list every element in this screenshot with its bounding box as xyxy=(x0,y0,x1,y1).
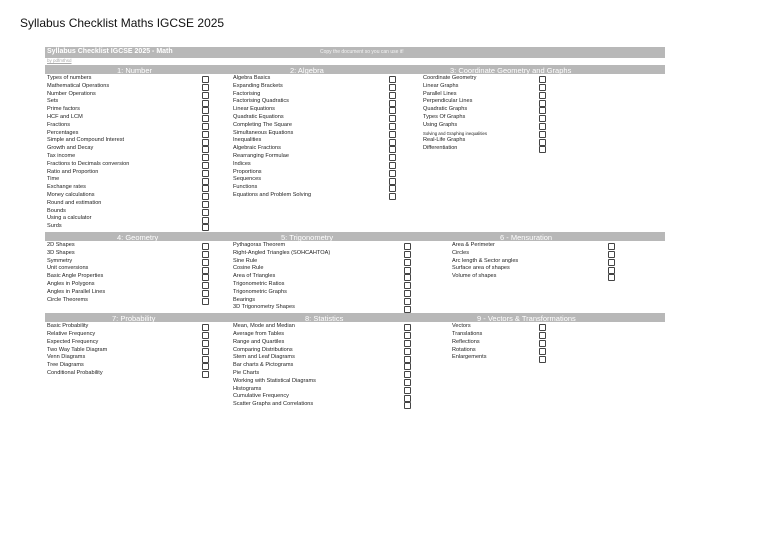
topic-item xyxy=(47,106,210,114)
topic-label: Expanding Brackets xyxy=(233,82,283,89)
topic-item xyxy=(47,370,210,378)
topic-label: Area of Triangles xyxy=(233,273,276,280)
topic-item xyxy=(47,169,210,177)
topic-item xyxy=(423,130,547,138)
topic-item xyxy=(47,273,210,281)
topic-label: Parallel Lines xyxy=(423,90,457,97)
topic-label: Angles in Polygons xyxy=(47,280,95,287)
section-heading: 8: Statistics xyxy=(305,313,344,323)
topic-item xyxy=(47,297,210,305)
topic-label: Reflections xyxy=(452,338,480,345)
topic-label: Algebra Basics xyxy=(233,75,271,81)
topic-item xyxy=(233,114,397,122)
topic-label: Trigonometric Graphs xyxy=(233,288,287,295)
topic-label: Translations xyxy=(452,330,483,337)
topic-label: Linear Equations xyxy=(233,106,275,113)
topic-item xyxy=(47,161,210,169)
topic-item xyxy=(233,161,397,169)
topic-label: Two Way Table Diagram xyxy=(47,346,108,353)
topic-checkbox[interactable] xyxy=(539,356,546,363)
topic-label: Scatter Graphs and Correlations xyxy=(233,401,314,408)
topic-item xyxy=(47,242,210,250)
topic-label: Range and Quartiles xyxy=(233,338,285,345)
section-heading: 2: Algebra xyxy=(290,65,324,75)
topic-item xyxy=(47,250,210,258)
section-row xyxy=(45,322,665,410)
topic-label: Working with Statistical Diagrams xyxy=(233,377,316,384)
section-heading: 5: Trigonometry xyxy=(281,232,334,242)
topic-label: Venn Diagrams xyxy=(47,354,86,361)
topic-label: Growth and Decay xyxy=(47,145,94,152)
topic-label: Rearranging Formulae xyxy=(233,152,289,159)
topic-label: Angles in Parallel Lines xyxy=(47,288,106,295)
topic-label: Basic Probability xyxy=(47,323,89,330)
topic-label: Sets xyxy=(47,98,59,105)
topic-item xyxy=(47,130,210,138)
topic-item xyxy=(47,339,210,347)
section-heading: 4: Geometry xyxy=(117,232,159,242)
topic-label: Symmetry xyxy=(47,257,73,264)
topic-label: Volume of shapes xyxy=(452,273,497,280)
topic-label: Percentages xyxy=(47,129,79,136)
topic-label: Comparing Distributions xyxy=(233,346,293,353)
topic-label: 2D Shapes xyxy=(47,242,75,248)
topic-list xyxy=(423,75,547,153)
topic-label: Tax income xyxy=(47,152,76,159)
topic-item xyxy=(233,91,397,99)
topic-label: Functions xyxy=(233,184,258,191)
topic-item xyxy=(233,339,412,347)
topic-item xyxy=(423,122,547,130)
topic-label: Ratio and Proportion xyxy=(47,168,99,175)
topic-item xyxy=(233,378,412,386)
topic-item xyxy=(423,106,547,114)
topic-item xyxy=(47,153,210,161)
topic-list xyxy=(452,323,547,362)
topic-item xyxy=(47,265,210,273)
topic-item xyxy=(47,176,210,184)
topic-label: Sequences xyxy=(233,176,261,183)
topic-label: Arc length & Sector angles xyxy=(452,257,519,264)
topic-label: Expected Frequency xyxy=(47,338,99,345)
topic-item xyxy=(233,386,412,394)
topic-label: Conditional Probability xyxy=(47,369,103,376)
topic-item xyxy=(47,331,210,339)
topic-item xyxy=(233,75,397,83)
topic-label: Number Operations xyxy=(47,90,96,97)
topic-item xyxy=(452,354,547,362)
topic-label: Pie Charts xyxy=(233,369,260,376)
topic-label: Quadratic Equations xyxy=(233,113,284,120)
topic-label: Bearings xyxy=(233,296,256,303)
copy-note: Copy the document so you can use it! xyxy=(320,48,404,55)
topic-label: Surface area of shapes xyxy=(452,265,510,272)
topic-item xyxy=(233,184,397,192)
topic-label: Indices xyxy=(233,160,251,167)
topic-item xyxy=(233,83,397,91)
topic-item xyxy=(233,137,397,145)
topic-label: Tree Diagrams xyxy=(47,362,84,369)
topic-label: Histograms xyxy=(233,385,262,392)
topic-label: Cumulative Frequency xyxy=(233,393,289,400)
topic-label: Equations and Problem Solving xyxy=(233,191,312,198)
topic-item xyxy=(452,347,547,355)
topic-label: Proportions xyxy=(233,168,262,175)
topic-checkbox[interactable] xyxy=(202,298,209,305)
topic-item xyxy=(47,323,210,331)
topic-list xyxy=(47,242,210,304)
section-heading: 1: Number xyxy=(117,65,153,75)
topic-item xyxy=(47,114,210,122)
topic-checkbox[interactable] xyxy=(539,146,546,153)
topic-item xyxy=(233,347,412,355)
checklist-title: Syllabus Checklist IGCSE 2025 - Math xyxy=(47,48,173,55)
topic-item xyxy=(233,273,412,281)
topic-label: Cosine Rule xyxy=(233,265,264,272)
topic-label: Factorising xyxy=(233,90,261,97)
topic-label: Simple and Compound Interest xyxy=(47,137,125,144)
topic-item xyxy=(47,200,210,208)
topic-item xyxy=(233,304,412,312)
section-heading: 3: Coordinate Geometry and Graphs xyxy=(450,65,572,75)
topic-label: Differentiation xyxy=(423,145,458,152)
topic-item xyxy=(233,362,412,370)
checklist-header xyxy=(45,47,665,58)
topic-item xyxy=(452,265,616,273)
section-heading: 6 - Mensuration xyxy=(500,232,553,242)
topic-checkbox[interactable] xyxy=(404,306,411,313)
topic-checkbox[interactable] xyxy=(202,371,209,378)
section-bar xyxy=(45,232,665,241)
topic-item xyxy=(423,114,547,122)
topic-item xyxy=(423,145,547,153)
topic-item xyxy=(233,106,397,114)
section-bar xyxy=(45,65,665,74)
topic-label: Time xyxy=(47,176,60,183)
topic-item xyxy=(233,323,412,331)
topic-label: Trigonometric Ratios xyxy=(233,280,285,287)
section-heading: 7: Probability xyxy=(112,313,156,323)
topic-item xyxy=(47,223,210,231)
topic-item xyxy=(452,323,547,331)
section-bar xyxy=(45,313,665,322)
topic-label: Simultaneous Equations xyxy=(233,129,294,136)
topic-label: Types Of Graphs xyxy=(423,113,466,120)
topic-label: Rotations xyxy=(452,346,476,353)
topic-list xyxy=(47,75,210,231)
topic-label: Inequalities xyxy=(233,137,262,144)
topic-label: Vectors xyxy=(452,323,471,330)
topic-item xyxy=(47,83,210,91)
topic-label: 3D Shapes xyxy=(47,249,75,256)
topic-label: Coordinate Geometry xyxy=(423,75,477,81)
topic-item xyxy=(47,347,210,355)
topic-item xyxy=(233,192,397,200)
topic-label: Types of numbers xyxy=(47,75,92,81)
topic-item xyxy=(47,91,210,99)
checklist-sheet xyxy=(45,47,665,410)
topic-label: Pythagoras Theorem xyxy=(233,242,286,248)
topic-label: Using Graphs xyxy=(423,121,458,128)
topic-label: Area & Perimeter xyxy=(452,242,495,248)
section-heading: 9 - Vectors & Transformations xyxy=(477,313,576,323)
topic-label: Money calculations xyxy=(47,191,95,198)
topic-label: Basic Angle Properties xyxy=(47,273,104,280)
topic-label: Using a calculator xyxy=(47,215,92,222)
topic-item xyxy=(233,281,412,289)
topic-item xyxy=(233,393,412,401)
topic-checkbox[interactable] xyxy=(202,224,209,231)
topic-item xyxy=(47,145,210,153)
topic-item xyxy=(233,122,397,130)
topic-label: Completing The Square xyxy=(233,121,292,128)
topic-label: Unit conversions xyxy=(47,265,89,272)
topic-label: 3D Trigonometry Shapes xyxy=(233,304,295,311)
topic-item xyxy=(233,370,412,378)
topic-list xyxy=(233,242,412,312)
topic-label: Mean, Mode and Median xyxy=(233,323,295,330)
checklist-subtitle[interactable]: by pdfmthsd xyxy=(47,58,72,63)
topic-list xyxy=(233,75,397,200)
topic-item xyxy=(423,91,547,99)
topic-item xyxy=(423,83,547,91)
topic-label: Circles xyxy=(452,249,470,256)
topic-item xyxy=(47,192,210,200)
checklist-bands xyxy=(45,65,665,410)
topic-item xyxy=(423,75,547,83)
topic-label: Bar charts & Pictograms xyxy=(233,362,294,369)
topic-item xyxy=(47,258,210,266)
topic-label: Solving and Graphing inequalities xyxy=(423,130,488,136)
topic-label: Circle Theorems xyxy=(47,296,88,303)
topic-label: Exchange rates xyxy=(47,184,86,191)
topic-checkbox[interactable] xyxy=(389,193,396,200)
topic-label: Prime factors xyxy=(47,106,80,113)
topic-item xyxy=(47,208,210,216)
topic-item xyxy=(47,184,210,192)
topic-checkbox[interactable] xyxy=(608,274,615,281)
topic-item xyxy=(47,289,210,297)
topic-item xyxy=(452,242,616,250)
topic-label: Surds xyxy=(47,223,62,230)
topic-item xyxy=(233,289,412,297)
topic-label: Algebraic Fractions xyxy=(233,145,281,152)
topic-label: Fractions to Decimals conversion xyxy=(47,160,130,167)
topic-item xyxy=(233,176,397,184)
topic-label: Perpendicular Lines xyxy=(423,98,473,105)
topic-item xyxy=(233,258,412,266)
topic-label: Right-Angled Triangles (SOHCAHTOA) xyxy=(233,249,331,256)
topic-label: Relative Frequency xyxy=(47,330,96,337)
topic-item xyxy=(423,98,547,106)
topic-label: Stem and Leaf Diagrams xyxy=(233,354,295,361)
topic-item xyxy=(47,281,210,289)
topic-label: Fractions xyxy=(47,121,71,128)
topic-item xyxy=(452,250,616,258)
topic-item xyxy=(233,242,412,250)
topic-item xyxy=(233,401,412,409)
topic-item xyxy=(452,273,616,281)
topic-item xyxy=(233,98,397,106)
topic-label: HCF and LCM xyxy=(47,113,83,120)
topic-label: Sine Rule xyxy=(233,257,258,264)
topic-item xyxy=(233,153,397,161)
topic-list xyxy=(47,323,210,378)
topic-item xyxy=(233,297,412,305)
topic-label: Quadratic Graphs xyxy=(423,106,468,113)
topic-item xyxy=(47,362,210,370)
topic-item xyxy=(47,75,210,83)
topic-item xyxy=(233,331,412,339)
section-row xyxy=(45,241,665,313)
topic-item xyxy=(452,258,616,266)
topic-checkbox[interactable] xyxy=(404,402,411,409)
topic-label: Round and estimation xyxy=(47,199,102,206)
topic-item xyxy=(47,98,210,106)
topic-item xyxy=(233,265,412,273)
topic-label: Enlargements xyxy=(452,354,487,361)
topic-label: Bounds xyxy=(47,207,66,214)
topic-item xyxy=(47,137,210,145)
topic-item xyxy=(233,130,397,138)
topic-item xyxy=(47,354,210,362)
topic-list xyxy=(233,323,412,409)
topic-item xyxy=(233,145,397,153)
topic-label: Average from Tables xyxy=(233,330,285,337)
topic-label: Mathematical Operations xyxy=(47,82,110,89)
topic-item xyxy=(423,137,547,145)
document-title: Syllabus Checklist Maths IGCSE 2025 xyxy=(20,16,225,30)
topic-item xyxy=(233,169,397,177)
topic-item xyxy=(233,250,412,258)
topic-item xyxy=(47,215,210,223)
topic-label: Linear Graphs xyxy=(423,82,459,89)
section-row xyxy=(45,74,665,232)
topic-item xyxy=(452,339,547,347)
topic-label: Factorising Quadratics xyxy=(233,98,289,105)
topic-list xyxy=(452,242,616,281)
topic-item xyxy=(452,331,547,339)
topic-item xyxy=(47,122,210,130)
topic-item xyxy=(233,354,412,362)
topic-label: Real-Life Graphs xyxy=(423,137,466,144)
